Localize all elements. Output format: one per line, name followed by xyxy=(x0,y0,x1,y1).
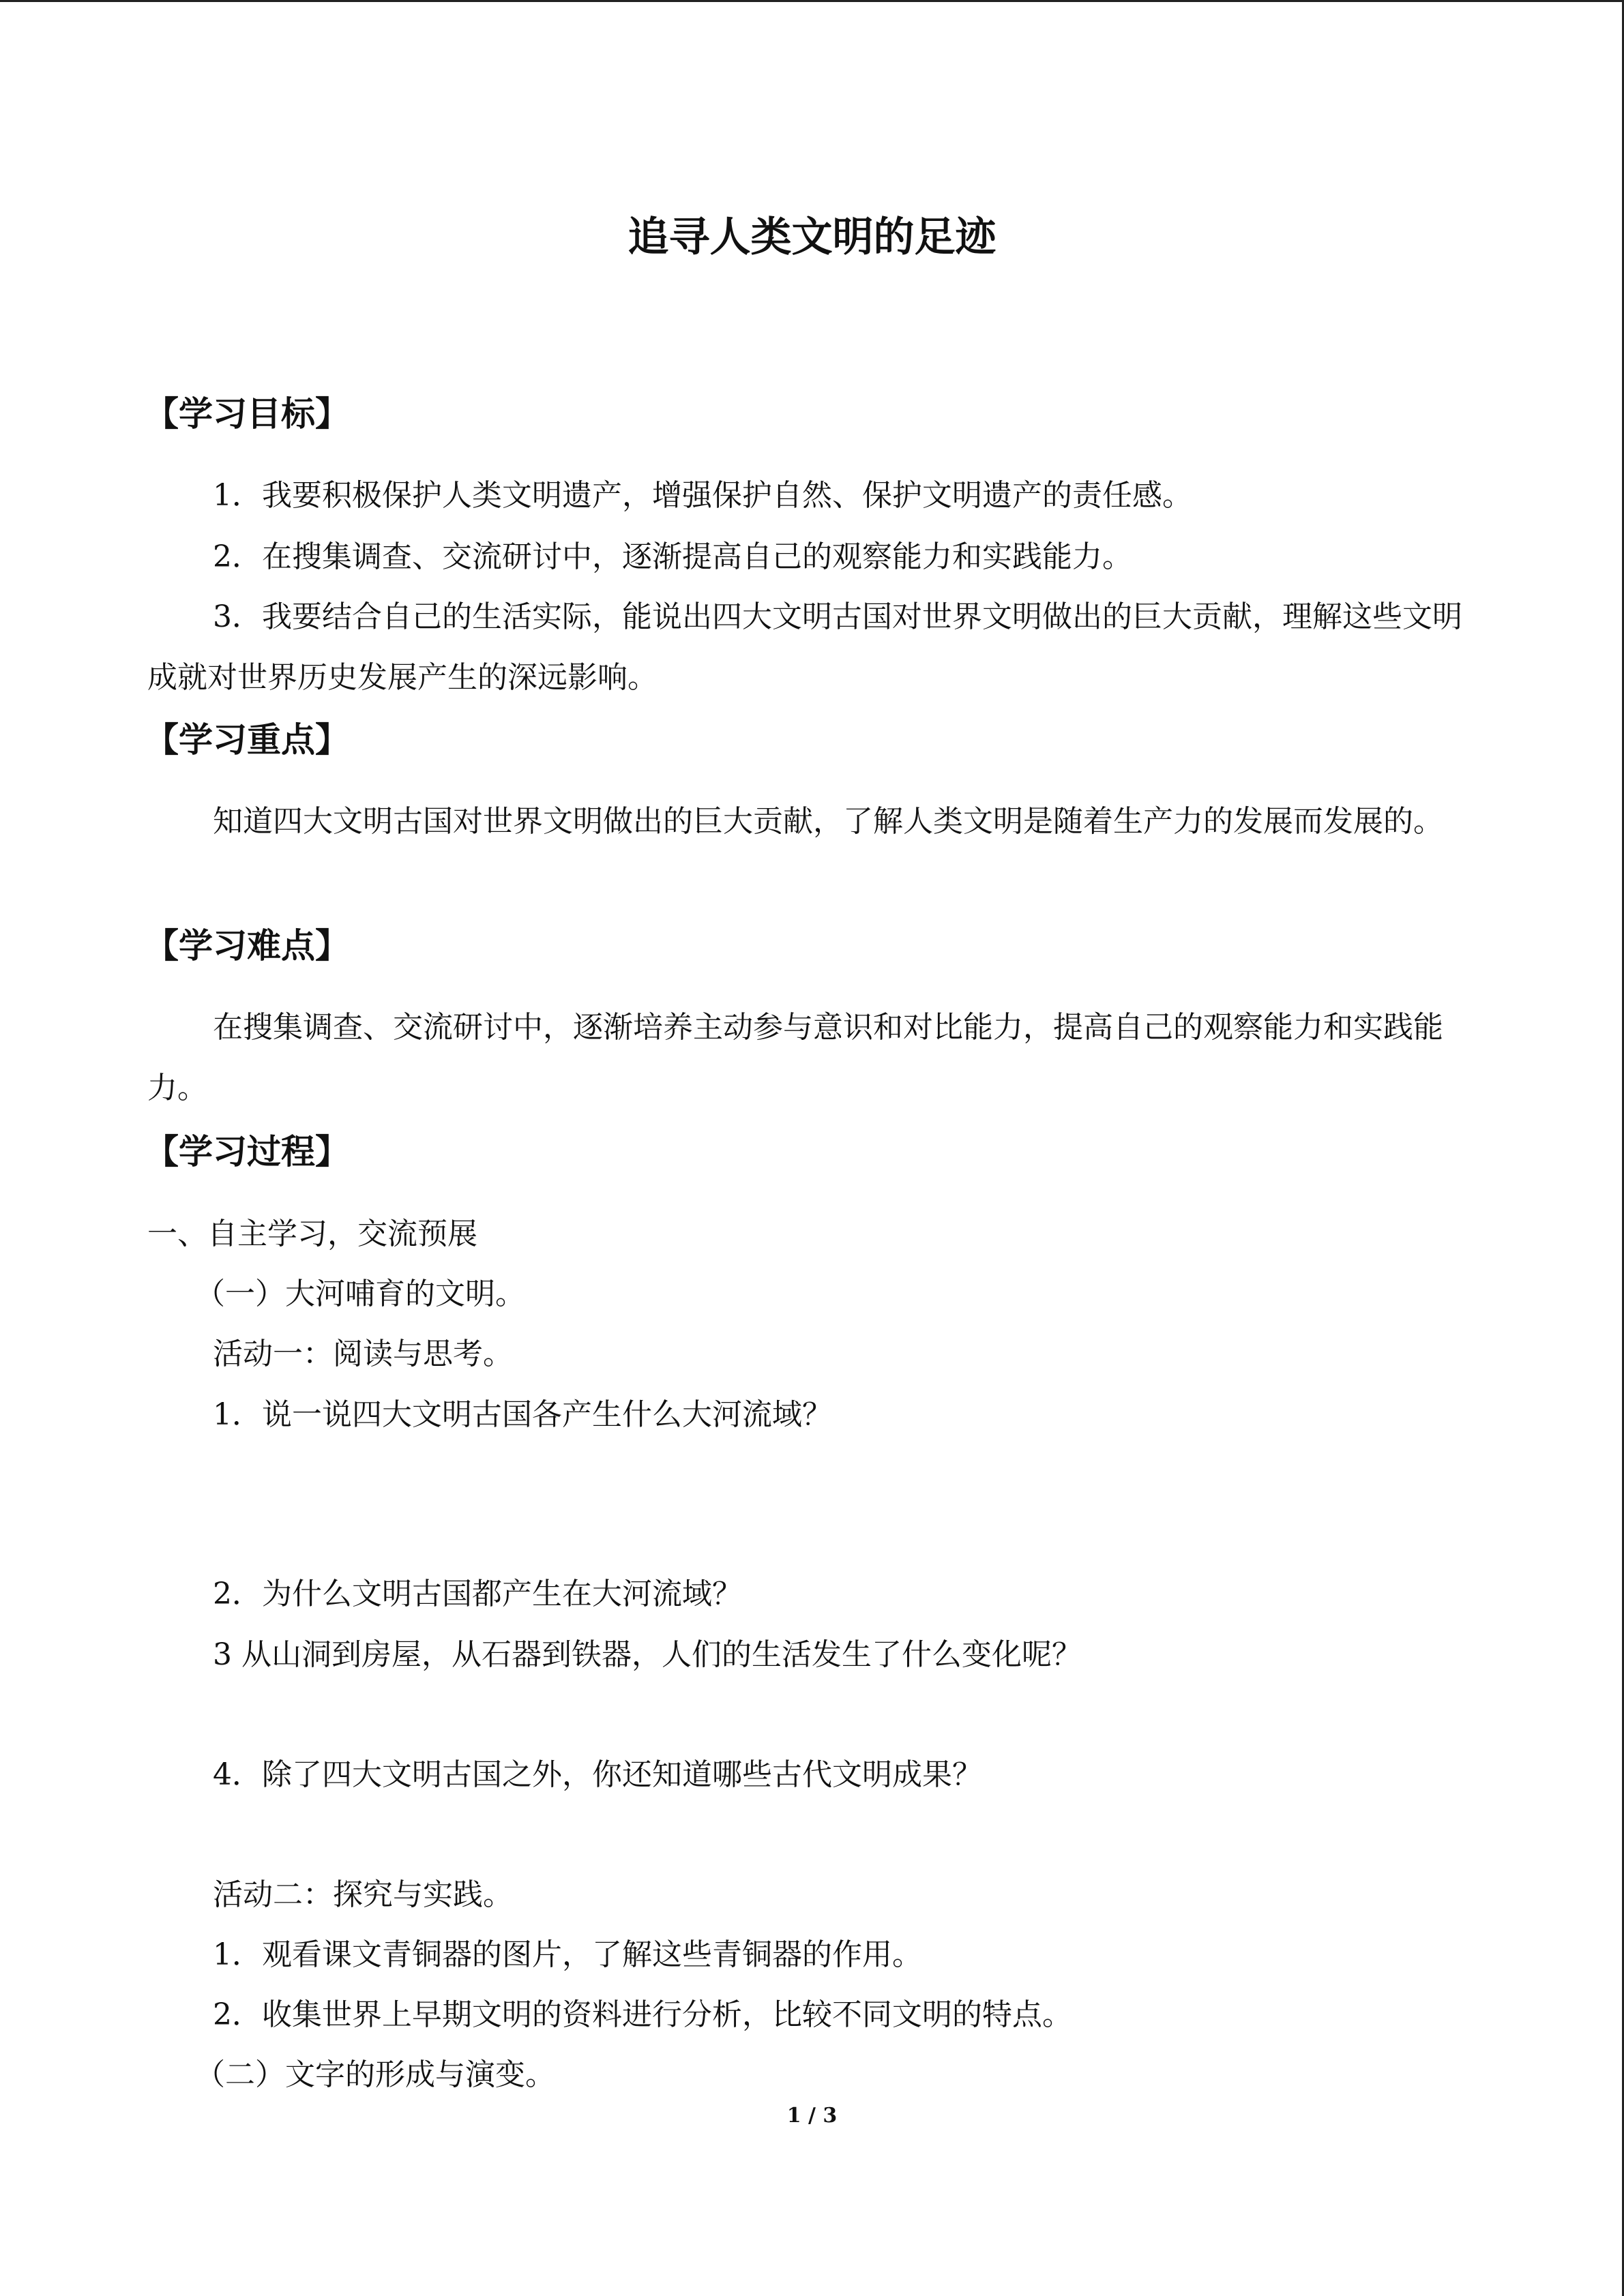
activity-two-title: 活动二：探究与实践。 xyxy=(213,1877,513,1912)
activity-one-question-4: 4．除了四大文明古国之外，你还知道哪些古代文明成果？ xyxy=(213,1757,982,1792)
activity-one-question-3: 3 从山洞到房屋，从石器到铁器，人们的生活发生了什么变化呢？ xyxy=(213,1637,1082,1672)
activity-two-item-2: 2．收集世界上早期文明的资料进行分析，比较不同文明的特点。 xyxy=(213,1997,1072,2032)
key-points-text: 知道四大文明古国对世界文明做出的巨大贡献，了解人类文明是随着生产力的发展而发展的。 xyxy=(213,804,1443,839)
key-points-heading: 【学习重点】 xyxy=(145,720,349,760)
activity-one-question-1: 1．说一说四大文明古国各产生什么大河流域？ xyxy=(213,1397,832,1432)
document-title: 追寻人类文明的足迹 xyxy=(628,213,996,261)
difficulties-text: 在搜集调查、交流研讨中，逐渐培养主动参与意识和对比能力，提高自己的观察能力和实践能力。 xyxy=(147,1010,1443,1105)
page-number: 1 / 3 xyxy=(786,2104,838,2128)
objective-item-3: 3．我要结合自己的生活实际，能说出四大文明古国对世界文明做出的巨大贡献，理解这些文明成就对世界历史发展产生的深远影响。 xyxy=(147,599,1462,695)
process-part-one: 一、自主学习，交流预展 xyxy=(147,1217,477,1251)
process-subsection-two: （二）文字的形成与演变。 xyxy=(195,2057,555,2092)
objective-item-2: 2．在搜集调查、交流研讨中，逐渐提高自己的观察能力和实践能力。 xyxy=(213,539,1132,574)
activity-one-title: 活动一：阅读与思考。 xyxy=(213,1337,513,1371)
objectives-heading: 【学习目标】 xyxy=(145,394,349,434)
process-heading: 【学习过程】 xyxy=(145,1132,349,1172)
difficulties-heading: 【学习难点】 xyxy=(145,926,349,966)
page-border-top xyxy=(0,0,1624,2)
activity-two-item-1: 1．观看课文青铜器的图片，了解这些青铜器的作用。 xyxy=(213,1937,922,1972)
process-subsection-one: （一）大河哺育的文明。 xyxy=(195,1277,525,1311)
objective-item-1: 1．我要积极保护人类文明遗产，增强保护自然、保护文明遗产的责任感。 xyxy=(213,478,1192,513)
activity-one-question-2: 2．为什么文明古国都产生在大河流域？ xyxy=(213,1577,742,1611)
